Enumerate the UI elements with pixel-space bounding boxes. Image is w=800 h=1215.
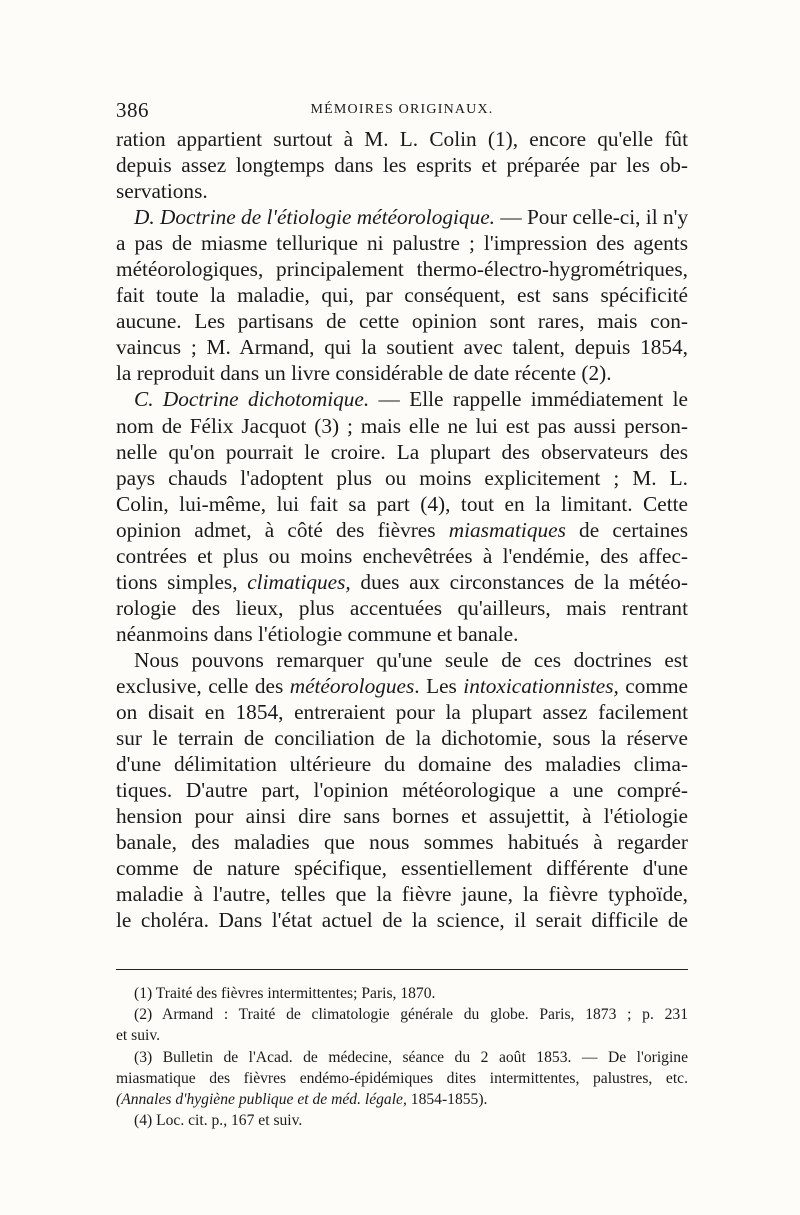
text-line: Nous pouvons remarquer qu'une seule de ces doctrines est bbox=[134, 647, 688, 672]
text-line: contrées et plus ou moins enchevêtrées à l'endémie, des affec- bbox=[116, 543, 688, 568]
text-line: d'une délimitation ultérieure du domaine des maladies clima- bbox=[116, 752, 688, 777]
text-line: ration appartient surtout à M. L. Colin (1), encore qu'elle fût bbox=[116, 127, 688, 151]
text-line: servations. bbox=[116, 179, 208, 204]
text-line: a pas de miasme tellurique ni palustre ; l'impression des agents bbox=[116, 231, 688, 256]
footnote-4: (4) Loc. cit. p., 167 et suiv. bbox=[134, 1112, 303, 1130]
text-line: vaincus ; M. Armand, qui la soutient avec talent, depuis 1854, bbox=[116, 335, 688, 360]
footnote-2-continuation: et suiv. bbox=[116, 1027, 161, 1045]
page-number: 386 bbox=[116, 98, 149, 122]
section-label: C. Doctrine dichotomique. bbox=[134, 387, 370, 412]
text-line: nom de Félix Jacquot (3) ; mais elle ne lui est pas aussi person- bbox=[116, 413, 688, 438]
text-line: nelle qu'on pourrait le croire. La plupart des observateurs des bbox=[116, 439, 688, 464]
footnotes bbox=[116, 983, 688, 1131]
text-line: fait toute la maladie, qui, par conséquent, est sans spécificité bbox=[116, 283, 688, 308]
text-line: maladie à l'autre, telles que la fièvre jaune, la fièvre typhoïde, bbox=[116, 882, 688, 907]
text-line: comme de nature spécifique, essentiellement différente d'une bbox=[116, 856, 688, 881]
footnote-3-continuation: miasmatique des fièvres endémo-épidémiques dites intermittentes, palustres, etc. bbox=[116, 1069, 688, 1087]
footnote-1: (1) Traité des fièvres intermittentes; Paris, 1870. bbox=[134, 985, 436, 1002]
text-line: hension pour ainsi dire sans bornes et assujettit, à l'étiologie bbox=[116, 804, 688, 829]
text-line: exclusive, celle des météorologues. Les intoxicationnistes, comme bbox=[116, 673, 688, 698]
text-line: C. Doctrine dichotomique. — Elle rappelle immédiatement le bbox=[134, 387, 688, 412]
body-text bbox=[116, 126, 688, 933]
section-label: D. Doctrine de l'étiologie météorologique. bbox=[134, 205, 495, 230]
text-line: sur le terrain de conciliation de la dichotomie, sous la réserve bbox=[116, 726, 688, 751]
text-line: D. Doctrine de l'étiologie météorologique. — Pour celle-ci, il n'y bbox=[134, 205, 689, 230]
text-line: banale, des maladies que nous sommes habitués à regarder bbox=[116, 830, 688, 855]
text-line: Colin, lui-même, lui fait sa part (4), tout en la limitant. Cette bbox=[116, 491, 688, 516]
text-line: pays chauds l'adoptent plus ou moins explicitement ; M. L. bbox=[116, 465, 688, 490]
page-header bbox=[116, 98, 688, 124]
text-line: rologie des lieux, plus accentuées qu'ailleurs, mais rentrant bbox=[116, 595, 688, 620]
text-line: tions simples, climatiques, dues aux circonstances de la météo- bbox=[116, 569, 689, 594]
text-line: tiques. D'autre part, l'opinion météorologique a une compré- bbox=[116, 778, 688, 803]
text-line: néanmoins dans l'étiologie commune et banale. bbox=[116, 621, 519, 646]
text-line: opinion admet, à côté des fièvres miasmatiques de certaines bbox=[116, 517, 688, 542]
text-line: depuis assez longtemps dans les esprits et préparée par les ob- bbox=[116, 153, 688, 178]
running-head: MÉMOIRES ORIGINAUX. bbox=[310, 102, 494, 117]
text-line: la reproduit dans un livre considérable de date récente (2). bbox=[116, 361, 612, 386]
footnote-3-continuation: (Annales d'hygiène publique et de méd. légale, 1854-1855). bbox=[116, 1090, 488, 1108]
footnote-divider bbox=[116, 969, 688, 970]
text-line: on disait en 1854, entreraient pour la plupart assez facilement bbox=[116, 700, 688, 725]
footnote-3: (3) Bulletin de l'Acad. de médecine, séance du 2 août 1853. — De l'origine bbox=[134, 1048, 688, 1066]
text-line: le choléra. Dans l'état actuel de la science, il serait difficile de bbox=[116, 908, 688, 933]
footnote-2: (2) Armand : Traité de climatologie générale du globe. Paris, 1873 ; p. 231 bbox=[134, 1006, 688, 1024]
text-line: météorologiques, principalement thermo-électro-hygrométriques, bbox=[116, 257, 688, 282]
text-line: aucune. Les partisans de cette opinion sont rares, mais con- bbox=[116, 309, 688, 334]
